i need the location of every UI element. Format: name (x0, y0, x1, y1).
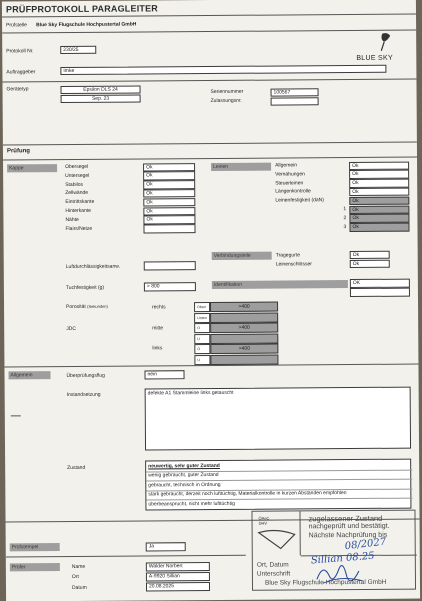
allgemein-section-label: Allgemein (8, 371, 50, 379)
blue-sky-logo (354, 31, 410, 65)
stamp-ort-datum-label: Ort, Datum (256, 561, 289, 569)
porositaet-text: Porosität (66, 303, 86, 311)
zustand-label: Zustand (67, 464, 86, 472)
leinen-item-label: Vernähungen (275, 171, 305, 178)
protocol-sheet (2, 0, 420, 601)
leinen-item-label: Leinenfestigkeit (daN) (275, 197, 324, 204)
stamp-dhv-box (252, 511, 300, 555)
stamp-ort-datum-handwritten: Sillian 08.25 (310, 550, 375, 567)
poro-row-value[interactable]: >400 (210, 302, 278, 312)
leinen-item-label: Längenkontrolle (275, 188, 311, 195)
datum-field[interactable]: 20.08.2025 (146, 582, 210, 591)
kappe-item-field[interactable]: Ok (143, 215, 195, 224)
leinen-section-label: Leinen (211, 163, 271, 171)
jdc-label: JDC (66, 325, 76, 333)
stamp-dhv-text: DHV (258, 520, 268, 526)
poro-row-value[interactable] (210, 312, 278, 322)
pruefer-label: Prüfer (10, 563, 60, 571)
poro-row-letter: Unten (194, 313, 210, 323)
verbindung-section-label: Verbindungsteile (212, 252, 272, 260)
poro-row-letter: O (194, 344, 210, 354)
name-label: Name (71, 563, 86, 570)
divider-geraetetyp (2, 79, 416, 83)
links-label: links (152, 345, 163, 352)
poro-row-letter: Oben (194, 302, 210, 312)
leinen-item-field[interactable]: Ok (349, 170, 409, 179)
logo-text: BLUE SKY (356, 54, 393, 62)
protokoll-field[interactable]: 230/25 (60, 46, 96, 54)
kappe-item-label: Nähte (65, 216, 79, 223)
datum-label: Datum (71, 584, 87, 591)
poro-row-letter: U (194, 355, 210, 365)
identifikation-extra-field[interactable] (350, 288, 410, 297)
pruefstelle-label: Prüfstelle (6, 22, 27, 29)
geraetetyp-field[interactable]: Epsilon DLS 24 (61, 85, 141, 94)
zustand-option[interactable]: gebraucht, technisch in Ordnung (148, 481, 221, 489)
stamp-footer-text: Blue Sky Flugschule Hochpustertal GmbH (264, 578, 387, 587)
kappe-item-field[interactable]: Ok (143, 163, 195, 172)
geraetetyp-label: Gerätetyp (6, 86, 29, 93)
zustand-option[interactable]: überbeansprucht, nicht mehr lufttüchtig (148, 500, 235, 508)
poro-row-value[interactable]: >400 (210, 344, 278, 354)
rechts-label: rechts (152, 304, 166, 311)
identifikation-field[interactable]: OK (350, 279, 410, 288)
porositaet-label (66, 304, 108, 310)
tuchfestigkeit-label: Tuchfestigkeit (g) (65, 284, 105, 292)
pruefung-section-title: Prüfung (6, 148, 30, 155)
stamp-line1: zugelassener Zustand (308, 513, 383, 524)
divider-pruefung (3, 142, 417, 146)
kappe-item-field[interactable]: Ok (143, 207, 195, 216)
leinen-item-label: Steuerleinen (275, 179, 304, 187)
stamp-oeaec-text: ÖAeC (258, 515, 270, 521)
leinen-item-field[interactable]: Ok (349, 188, 409, 197)
leinen-item-label: 1 (343, 206, 347, 213)
leinen-item-field[interactable]: Ok (349, 161, 409, 170)
name-field[interactable]: Walder Norbert (146, 562, 210, 571)
protokoll-label: Protokoll Nr. (6, 48, 34, 55)
tuchfestigkeit-field[interactable]: > 800 (144, 282, 196, 291)
kappe-item-label: Obersegel (65, 163, 89, 171)
kappe-item-label: Hinterkante (65, 207, 91, 215)
dash-mark-1 (11, 415, 21, 416)
leinen-item-field[interactable]: Ok (349, 223, 409, 232)
kappe-item-field[interactable]: Ok (143, 198, 195, 207)
divider-pruefer (6, 555, 246, 558)
kappe-item-field[interactable]: Ok (143, 171, 195, 180)
paraglider-logo-icon (354, 31, 410, 55)
tragegurte-label: Tragegurte (275, 252, 300, 259)
leinenschloesser-label: Leinenschlösser (275, 261, 312, 268)
kappe-item-label: Eintrittskante (65, 199, 95, 206)
divider-allgemein (4, 364, 418, 368)
title-divider (2, 14, 416, 18)
zustand-option[interactable]: stark gebraucht, derzeit noch lufttüchtig, Materialkontrolle in kurzen Abständen empfohlen (148, 490, 347, 498)
identifikation-label: Identifikation (212, 280, 348, 289)
leinen-item-label: 3 (343, 223, 347, 230)
leinen-item-field[interactable]: Ok (349, 205, 409, 214)
leinenschloesser-field[interactable]: Ok (350, 260, 390, 268)
kappe-item-field[interactable] (143, 224, 195, 233)
seriennummer-field[interactable]: 100567 (271, 88, 319, 96)
leinen-item-field[interactable]: Ok (349, 214, 409, 223)
zulassung-field[interactable] (271, 97, 319, 105)
stamp-line2: nachgeprüft und bestätigt. (308, 522, 390, 531)
ueberpruefungsflug-label: Überprüfungsflug (66, 372, 105, 380)
kappe-item-label: Untersegel (65, 172, 90, 179)
poro-row-value[interactable] (210, 333, 278, 343)
kappe-item-label: Zellwände (65, 190, 89, 197)
ueberpruefungsflug-field[interactable]: nein (144, 370, 184, 379)
seriennummer-label: Seriennummer (210, 88, 244, 95)
page-title: PRÜFPROTOKOLL PARAGLEITER (5, 3, 159, 15)
pruefstempel-label: Prüfstempel (10, 543, 60, 551)
auftraggeber-label: Auftraggeber (6, 69, 36, 76)
kappe-item-label: Stabilos (65, 181, 84, 188)
pruefstelle-value: Blue Sky Flugschule Hochpustertal GmbH (36, 21, 137, 29)
kappe-item-field[interactable]: Ok (143, 189, 195, 198)
kappe-item-label: Flairs/Netze (65, 225, 93, 232)
approval-stamp (251, 510, 416, 591)
zustand-option[interactable]: wenig gebraucht, guter Zustand (148, 472, 219, 479)
dhv-wing-icon (257, 526, 297, 552)
leinen-item-label: 2 (343, 214, 347, 221)
leinen-item-field[interactable]: Ok (349, 196, 409, 205)
divider-kappe (3, 157, 417, 161)
poro-row-letter: U (194, 334, 210, 344)
tragegurte-field[interactable]: Ok (350, 251, 390, 259)
porositaet-unit: (Sekunden) (87, 303, 108, 309)
instandsetzung-field[interactable]: defekte A1 Stammleine links getauscht (145, 387, 411, 451)
stamp-date-handwritten: 08/2027 (344, 536, 387, 553)
stamp-unterschrift-label: Unterschrift (256, 570, 291, 578)
poro-row-value[interactable] (210, 354, 278, 364)
kappe-section-label: Kappe (7, 164, 57, 172)
leinen-item-field[interactable]: Ok (349, 179, 409, 188)
instandsetzung-label: Instandsetzung (66, 391, 101, 399)
ort-field[interactable]: A-9920 Sillian (146, 572, 210, 581)
mitte-label: mitte (152, 325, 164, 332)
ort-label: Ort (71, 573, 79, 580)
zustand-options-box (145, 459, 411, 511)
zulassung-label: Zulassungsnr. (210, 97, 242, 104)
luftdurchlaessigkeit-field[interactable] (144, 261, 196, 270)
luftdurchlaessigkeit-label: Luftdurchlässigkeitsanw. (65, 263, 120, 271)
auftraggeber-field[interactable]: Imke (60, 65, 386, 75)
zustand-option[interactable]: neuwertig, sehr guter Zustand (148, 462, 220, 470)
leinen-item-label: Allgemein (275, 162, 298, 169)
poro-row-value[interactable]: >400 (210, 323, 278, 333)
poro-row-letter: O (194, 323, 210, 333)
kappe-item-field[interactable]: Ok (143, 180, 195, 189)
stamp-line3: Nächste Nachprüfung bis (308, 531, 388, 540)
pruefstempel-field[interactable]: Ja (146, 542, 186, 551)
geraetetyp-date-field[interactable]: Sep. 23 (61, 94, 141, 103)
